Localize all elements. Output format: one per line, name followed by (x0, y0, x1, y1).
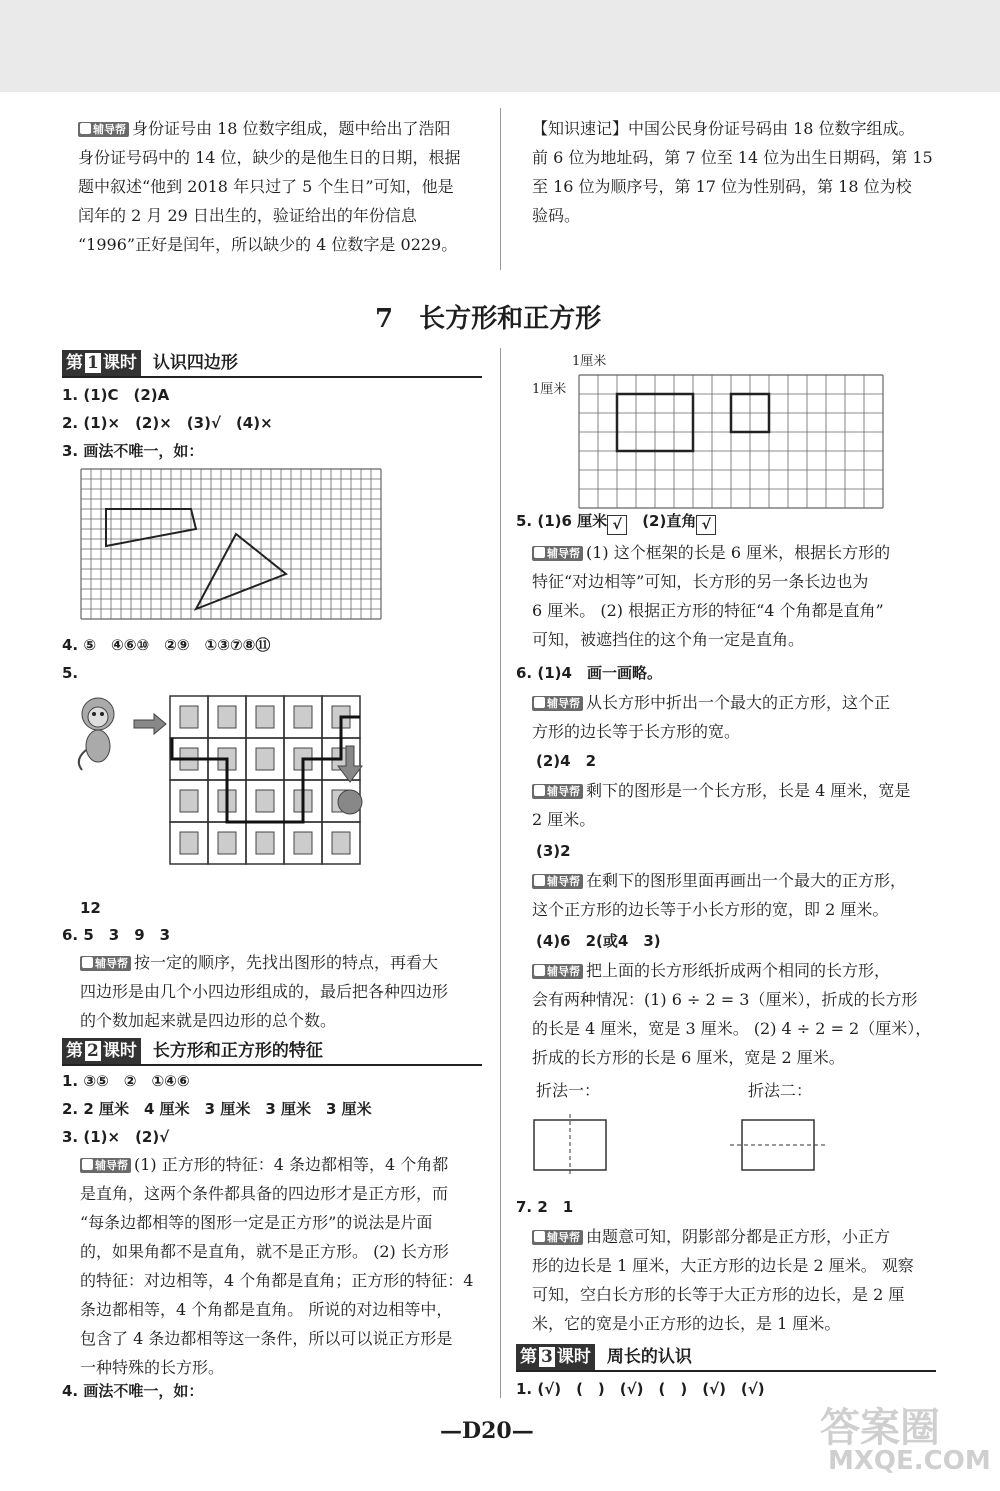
fold-method-1: 折法一： (536, 1081, 601, 1100)
pen-icon (534, 697, 545, 708)
r-q5: 5. (1)6 厘米 √ (2)直角 √ (516, 508, 716, 535)
r-q6-3: (3)2 (536, 842, 571, 860)
l2-q2: 2. 2 厘米 4 厘米 3 厘米 3 厘米 3 厘米 (62, 1100, 372, 1118)
r-q6-4: (4)6 2(或4 3) (536, 932, 661, 950)
maze-shape (256, 832, 274, 854)
lesson2-header: 第 2 课时 长方形和正方形的特征 (62, 1038, 482, 1066)
r-q6-2: (2)4 2 (536, 752, 597, 770)
r-q7-explanation: 辅导帮 由题意可知，阴影部分都是正方形，小正方 形的边长是 1 厘米，大正方形的边长是 2 厘米。 观察 可知，空白长方形的长等于大正方形的边长，是 2 厘 米，它的宽是小正方形的边长，是 1 厘米。 (532, 1227, 914, 1333)
pen-icon (534, 547, 545, 558)
l2-q4: 4. 画法不唯一，如： (62, 1382, 204, 1400)
watermark-logo: 答案圈 (820, 1405, 940, 1451)
top-band (0, 0, 1000, 92)
pen-icon (82, 1159, 93, 1170)
maze-figure (74, 690, 374, 870)
fudaobang-tag: 辅导帮 (532, 546, 583, 561)
l1-q1: 1. (1)C (2)A (62, 386, 170, 404)
knowledge-note: 【知识速记】中国公民身份证号码由 18 位数字组成。 前 6 位为地址码，第 7 位至 14 位为出生日期码，第 15 至 16 位为顺序号，第 17 位为性别码，第 18 位为校 验码。 (532, 119, 933, 225)
fold-method-2: 折法二： (748, 1081, 813, 1100)
monkey-icon (79, 698, 114, 770)
fudaobang-tag: 辅导帮 (80, 1158, 131, 1173)
page-number: —D20— (440, 1418, 534, 1444)
maze-shape (180, 706, 198, 728)
maze-shape (256, 706, 274, 728)
fudaobang-tag: 辅导帮 (532, 1230, 583, 1245)
l1-q6: 6. 5 3 9 3 (62, 926, 171, 944)
maze-shape (218, 832, 236, 854)
fudaobang-tag: 辅导帮 (532, 874, 583, 889)
maze-shape (180, 832, 198, 854)
l3-q1: 1. (√) ( ) (√) ( ) (√) (√) (516, 1380, 765, 1398)
l2-q3: 3. (1)× (2)√ (62, 1128, 170, 1146)
chapter-title: 7 长方形和正方形 (375, 304, 602, 334)
maze-shape (256, 790, 274, 812)
arrow-right-icon (134, 714, 166, 734)
column-divider-main (500, 348, 501, 1398)
top-left-explanation: 辅导帮 身份证号由 18 位数字组成，题中给出了浩阳 身份证号码中的 14 位，缺少的是他生日的日期，根据 题中叙述“他到 2018 年只过了 5 个生日”可知，他是 闰年的 2 月 29 日出生的，验证给出的年份信息 “1996”正好是闰年，所以缺少的 4 位数字是 0229。 (78, 119, 461, 254)
fold-diagrams (530, 1110, 830, 1176)
l2-q3-explanation: 辅导帮 (1) 正方形的特征：4 条边都相等，4 个角都 是直角，这两个条件都具备的四边形才是正方形，而 “每条边都相等的图形一定是正方形”的说法是片面 的，如果角都不是直角，就不是正方形。 (2) 长方形 的特征：对边相等，4 个角都是直角；正方形的特征：4 条边都相等，4 个角都是直角。 所说的对边相等中， 包含了 4 条边都相等这一条件，所以可以说正方形是 一种特殊的长方形。 (80, 1155, 474, 1377)
lesson1-badge: 第 1 课时 (62, 350, 141, 376)
grid-rectangles (578, 374, 886, 510)
l1-q2: 2. (1)× (2)× (3)√ (4)× (62, 414, 273, 432)
fudaobang-tag: 辅导帮 (532, 964, 583, 979)
r-q6-4-explanation: 辅导帮 把上面的长方形纸折成两个相同的长方形， 会有两种情况：(1) 6 ÷ 2 = 3（厘米），折成的长方形 的长是 4 厘米，宽是 3 厘米。 (2) 4 ÷ 2 = 2（厘米）， 折成的长方形的长是 6 厘米，宽是 2 厘米。 (532, 961, 932, 1067)
pen-icon (534, 1231, 545, 1242)
lesson1-header: 第 1 课时 认识四边形 (62, 350, 482, 378)
maze-shape (294, 832, 312, 854)
pen-icon (80, 123, 91, 134)
l1-q6-explanation: 辅导帮 按一定的顺序，先找出图形的特点，再看大 四边形是由几个小四边形组成的，最后把各种四边形 的个数加起来就是四边形的总个数。 (80, 953, 449, 1030)
maze-shape (218, 706, 236, 728)
l2-q1: 1. ③⑤ ② ①④⑥ (62, 1072, 190, 1090)
pen-icon (534, 965, 545, 976)
r-q6-1-explanation: 辅导帮 从长方形中折出一个最大的正方形，这个正 方形的边长等于长方形的宽。 (532, 693, 891, 741)
peach-icon (338, 790, 362, 814)
r-q6-3-explanation: 辅导帮 在剩下的图形里面再画出一个最大的正方形， 这个正方形的边长等于小长方形的宽，即 2 厘米。 (532, 871, 907, 919)
lesson3-badge: 第 3 课时 (516, 1344, 595, 1370)
l1-q5: 5. (62, 664, 79, 682)
l1-q3: 3. 画法不唯一，如： (62, 442, 204, 460)
r-q6-2-explanation: 辅导帮 剩下的图形是一个长方形，长是 4 厘米，宽是 2 厘米。 (532, 781, 911, 829)
watermark-url: MXQE.COM (828, 1446, 991, 1476)
r-q7: 7. 2 1 (516, 1198, 574, 1216)
maze-shape (294, 706, 312, 728)
check-box-1: √ (607, 515, 627, 535)
check-box-2: √ (696, 515, 716, 535)
pen-icon (534, 875, 545, 886)
fudaobang-tag: 辅导帮 (532, 784, 583, 799)
fudaobang-tag: 辅导帮 (80, 956, 131, 971)
pen-icon (534, 785, 545, 796)
lesson3-header: 第 3 课时 周长的认识 (516, 1344, 936, 1372)
l1-q5-answer: 12 (80, 899, 101, 917)
maze-shape (180, 790, 198, 812)
maze-shape (332, 832, 350, 854)
column-divider-top (500, 108, 501, 270)
maze-shape (256, 748, 274, 770)
fudaobang-tag: 辅导帮 (78, 122, 129, 137)
grid-quadrilaterals (80, 468, 382, 621)
lesson2-badge: 第 2 课时 (62, 1038, 141, 1064)
r-q6-1: 6. (1)4 画一画略。 (516, 664, 662, 682)
pen-icon (82, 957, 93, 968)
unit-left-label: 1厘米 (532, 382, 567, 397)
unit-top-label: 1厘米 (572, 354, 607, 369)
r-q5-explanation: 辅导帮 (1) 这个框架的长是 6 厘米，根据长方形的 特征“对边相等”可知，长方形的另一条长边也为 6 厘米。 (2) 根据正方形的特征“4 个角都是直角” 可知，被遮挡住的这个角一定是直角。 (532, 543, 891, 649)
l1-q4: 4. ⑤ ④⑥⑩ ②⑨ ①③⑦⑧⑪ (62, 636, 271, 654)
fudaobang-tag: 辅导帮 (532, 696, 583, 711)
